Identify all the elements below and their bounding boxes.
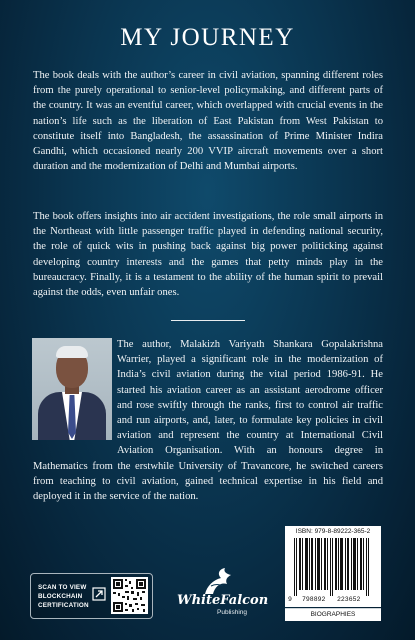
section-divider	[171, 320, 245, 321]
barcode	[290, 538, 376, 596]
publisher-logo	[177, 566, 269, 622]
isbn-digits-mid: 798892	[302, 596, 326, 603]
qr-code[interactable]	[111, 577, 148, 614]
blockchain-line-3: CERTIFICATION	[38, 602, 89, 609]
isbn-digit-left: 9	[288, 596, 292, 603]
author-bio-text: The author, Malakizh Variyath Shankara Gopalakrishna Warrier, played a significant role in the modernization of India’s civil aviation during the vital period 1986-91. He started his aviation career as an assistant aerodrome officer and rose swiftly through the ranks, first to control air traffic and run airports, and, later, to formulate key policies in civil aviation and represent the country at International Civil Aviation Organisation. With an honours degree in Mathematics from the erstwhile University of Travancore, he switched careers from teaching to civil aviation, gained technical expertise in his field and deployed it in the service of the nation.	[33, 339, 383, 503]
falcon-logo-icon	[177, 566, 259, 596]
author-bio	[33, 337, 383, 504]
blockchain-line-2: BLOCKCHAIN	[38, 593, 83, 600]
publisher-name: WhiteFalcon	[177, 593, 269, 608]
arrow-icon	[92, 587, 106, 601]
synopsis-paragraph-1: The book deals with the author’s career in civil aviation, spanning different roles from the purely operational to senior-level policymaking, and different parts of the country. It was an eventful career, which overlapped with crucial events in the nation’s life such as the liberation of East Pakistan from West Pakistan to constitute itself into Bangladesh, the assassination of Prime Minister Indira Gandhi, which occasioned nearly 200 VVIP aircraft movements over a short duration and the modernization of Delhi and Mumbai airports.	[33, 70, 383, 173]
isbn-digits-right: 223652	[337, 596, 361, 603]
synopsis-paragraph-2: The book offers insights into air accident investigations, the role small airports in the Northeast with little passenger traffic played in defending national security, the role of quick wits in pushing back against big power politicking against developing country interests and the games that petty minds play in the bureaucracy. Finally, it is a testament to the ability of the human spirit to prevail against the odds, even unfair ones.	[33, 211, 383, 299]
isbn-label: ISBN: 979-8-89222-365-2	[295, 528, 371, 535]
blockchain-line-1: SCAN TO VIEW	[38, 584, 87, 591]
genre-label: BIOGRAPHIES	[285, 608, 381, 621]
blockchain-certification-badge[interactable]	[30, 573, 153, 619]
book-title: MY JOURNEY	[120, 24, 295, 51]
publisher-subtitle: Publishing	[217, 609, 247, 616]
isbn-barcode-block	[285, 526, 381, 607]
